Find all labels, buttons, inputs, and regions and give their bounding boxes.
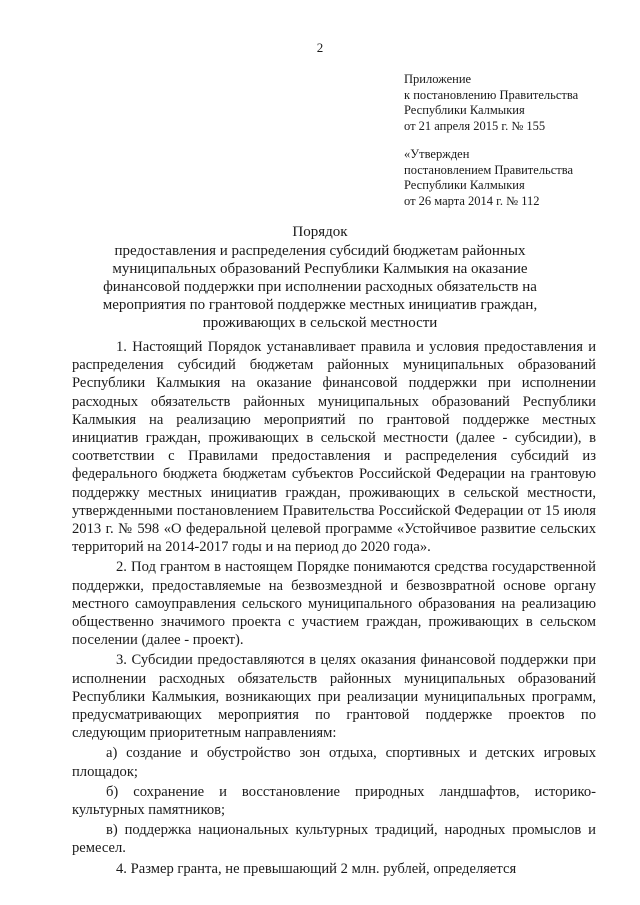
paragraph-1: 1. Настоящий Порядок устанавливает правила и условия предоставления и распределения субсидий бюджетам районных муниципальных образований Республики Калмыкия на оказание финансовой поддержки при исполнении расходных обязательств районных муниципальных образований Республики Калмыкия на реализацию мероприятий по грантовой поддержке местных инициатив граждан, проживающих в сельской местности (далее - субсидии), в соответствии с Правилами предоставления и распределения субсидий из федерального бюджета бюджетам субъектов Российской Федерации на грантовую поддержку местных инициатив граждан, проживающих в сельской местности, утвержденными постановлением Правительства Российской Федерации от 15 июля 2013 г. № 598 «О федеральной целевой программе «Устойчивое развитие сельских территорий на 2014-2017 годы и на период до 2020 года». [72, 339, 596, 556]
appendix-block [404, 72, 578, 134]
approved-line: «Утвержден [404, 147, 470, 161]
approved-line: Республики Калмыкия [404, 178, 525, 192]
list-item-a: а) создание и обустройство зон отдыха, спортивных и детских игровых площадок; [72, 745, 596, 780]
paragraph-2: 2. Под грантом в настоящем Порядке понимаются средства государственной поддержки, предоставляемые на безвозмездной и безвозвратной основе органу местного самоуправления сельского муниципального образования на реализацию общественно значимого проекта с участием граждан, проживающих в сельском поселении (далее - проект). [72, 559, 596, 649]
approved-line: от 26 марта 2014 г. № 112 [404, 193, 540, 208]
document-title: Порядок [292, 224, 348, 240]
list-item-c: в) поддержка национальных культурных традиций, народных промыслов и ремесел. [72, 822, 596, 857]
page-number: 2 [316, 40, 324, 55]
paragraph-3: 3. Субсидии предоставляются в целях оказания финансовой поддержки при исполнении расходных обязательств районных муниципальных образований Республики Калмыкия, возникающих при реализации муниципальных программ, предусматривающих мероприятия по грантовой поддержке проектов по следующим приоритетным направлениям: [72, 652, 596, 742]
paragraph-4: 4. Размер гранта, не превышающий 2 млн. рублей, определяется [116, 860, 517, 877]
appendix-line: от 21 апреля 2015 г. № 155 [404, 118, 546, 133]
appendix-line: Республики Калмыкия [404, 103, 525, 117]
appendix-line: Приложение [404, 72, 472, 86]
list-item-b: б) сохранение и восстановление природных ландшафтов, историко-культурных памятников; [72, 783, 596, 819]
approved-block [404, 147, 573, 209]
document-subtitle: предоставления и распределения субсидий бюджетам районных муниципальных образований Республики Калмыкия на оказание финансовой поддержки при исполнении расходных обязательств на мероприятия по грантовой поддержке местных инициатив граждан, проживающих в сельской местности [102, 243, 538, 331]
document-body [72, 338, 596, 878]
approved-line: постановлением Правительства [404, 162, 574, 177]
appendix-line: к постановлению Правительства [404, 87, 579, 102]
